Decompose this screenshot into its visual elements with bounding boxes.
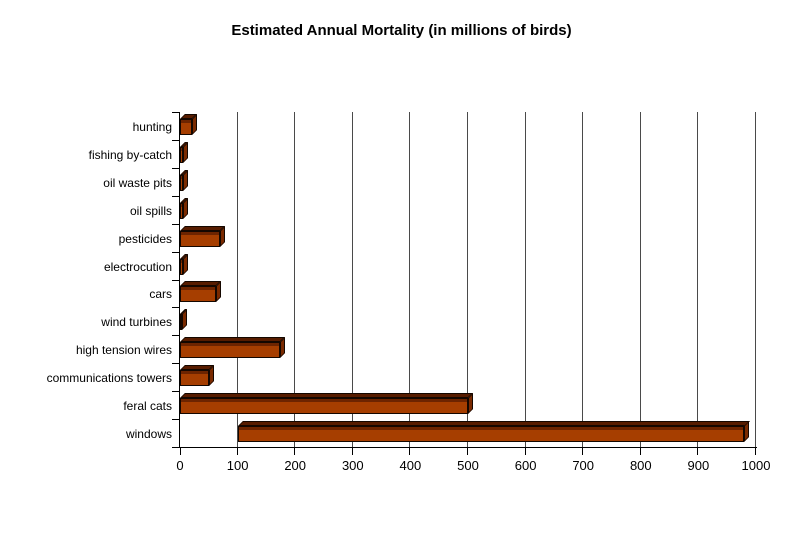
bar-3d-side [468,393,473,414]
y-tick-0 [172,112,179,113]
category-label-communications-towers: communications towers [46,371,172,385]
bar-fishing-by-catch [180,147,183,163]
y-tick-12 [172,447,179,448]
category-label-electrocution: electrocution [103,260,172,274]
y-tick-1 [172,140,179,141]
x-tick-600 [525,448,526,455]
y-tick-6 [172,280,179,281]
bar-3d-side [183,198,188,219]
bar-high-tension-wires [180,342,280,358]
y-tick-8 [172,335,179,336]
bar-3d-side [192,114,197,135]
y-tick-7 [172,307,179,308]
bar-3d-side [183,142,188,163]
x-tick-1000 [755,448,756,455]
y-tick-5 [172,252,179,253]
x-tick-label-0: 0 [176,458,184,473]
gridline-600 [525,112,526,447]
bar-hunting [180,119,192,135]
y-tick-11 [172,419,179,420]
gridline-1000 [755,112,756,447]
bar-electrocution [180,259,183,275]
bar-cars [180,286,216,302]
gridline-800 [640,112,641,447]
bar-3d-side [183,254,188,275]
x-tick-label-200: 200 [284,458,307,473]
x-tick-label-800: 800 [629,458,652,473]
x-axis-line [172,447,757,448]
bar-communications-towers [180,370,209,386]
category-label-oil-waste-pits: oil waste pits [103,176,172,190]
x-tick-200 [294,448,295,455]
x-tick-label-400: 400 [399,458,422,473]
x-tick-label-1000: 1000 [741,458,771,473]
y-tick-2 [172,168,179,169]
category-label-pesticides: pesticides [118,232,172,246]
category-label-cars: cars [149,287,172,301]
bar-3d-side [209,365,214,386]
category-label-high-tension-wires: high tension wires [75,343,172,357]
bar-3d-side [280,337,285,358]
category-label-wind-turbines: wind turbines [101,315,172,329]
x-tick-label-300: 300 [341,458,364,473]
x-tick-900 [697,448,698,455]
x-tick-100 [237,448,238,455]
y-tick-10 [172,391,179,392]
x-tick-label-700: 700 [572,458,595,473]
bar-3d-side [220,226,225,247]
category-label-oil-spills: oil spills [129,204,172,218]
x-tick-0 [180,448,181,455]
x-tick-label-100: 100 [226,458,249,473]
x-tick-label-500: 500 [457,458,479,473]
category-label-fishing-by-catch: fishing by-catch [88,148,172,162]
category-label-hunting: hunting [132,120,172,134]
x-tick-800 [640,448,641,455]
x-tick-label-600: 600 [514,458,537,473]
bar-oil-waste-pits [180,175,183,191]
bar-windows [238,426,745,442]
x-tick-400 [409,448,410,455]
bar-feral-cats [180,398,468,414]
bar-pesticides [180,231,220,247]
x-tick-500 [467,448,468,455]
bar-3d-side [744,421,749,442]
bar-wind-turbines [180,314,182,330]
gridline-700 [582,112,583,447]
bar-oil-spills [180,203,183,219]
y-tick-4 [172,224,179,225]
category-label-feral-cats: feral cats [123,399,172,413]
bar-3d-side [182,309,187,330]
x-tick-300 [352,448,353,455]
x-tick-700 [582,448,583,455]
category-label-windows: windows [125,427,172,441]
chart-title: Estimated Annual Mortality (in millions of birds) [231,22,572,39]
bar-3d-side [216,281,221,302]
bar-3d-side [183,170,188,191]
gridline-900 [697,112,698,447]
y-tick-3 [172,196,179,197]
plot-area [176,112,771,473]
x-tick-label-900: 900 [687,458,710,473]
y-tick-9 [172,363,179,364]
